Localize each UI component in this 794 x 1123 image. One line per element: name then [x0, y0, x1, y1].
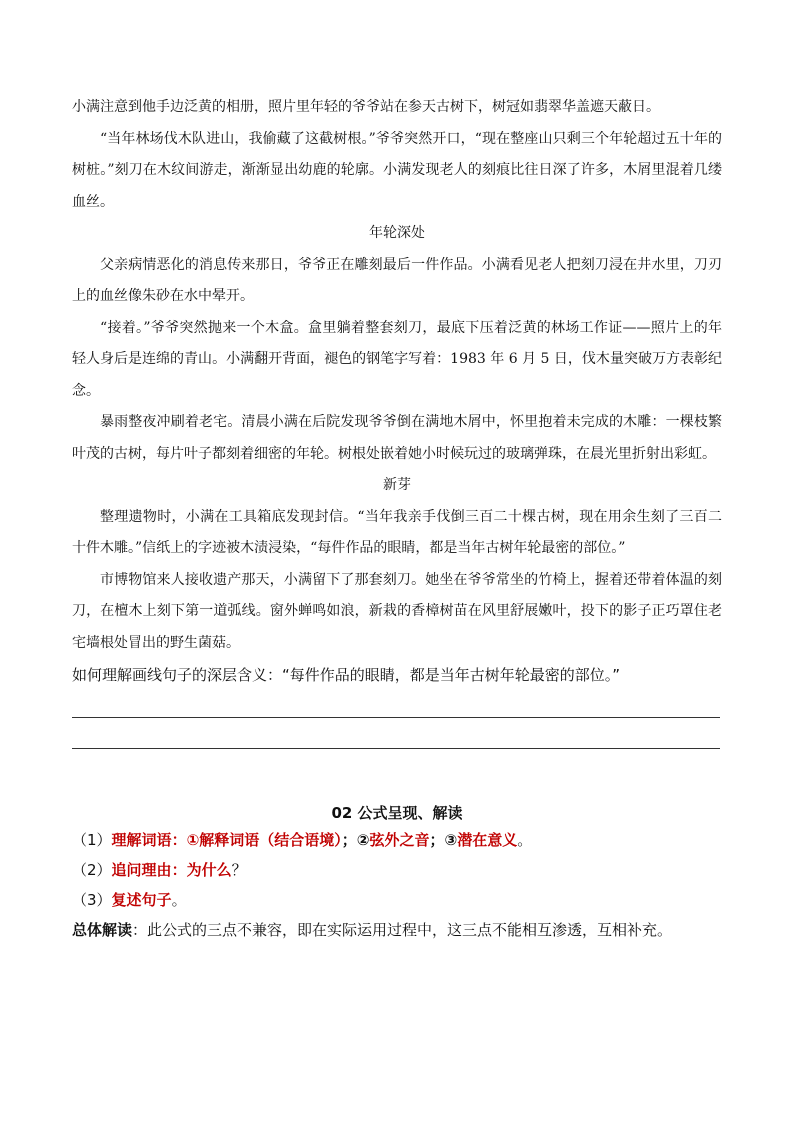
formula-number-1: （1）: [72, 831, 112, 849]
story-subheading-1: 年轮深处: [369, 225, 425, 241]
formula-key-ask-reason: 追问理由: [111, 861, 172, 879]
formula-punct: ：: [171, 861, 187, 879]
answer-line-1[interactable]: [72, 687, 720, 718]
formula-punct: 。: [171, 891, 187, 909]
story-subheading-2: 新芽: [383, 477, 411, 493]
summary-label: 总体解读: [72, 921, 133, 939]
story-paragraph-3: 父亲病情恶化的消息传来那日，爷爷正在雕刻最后一件作品。小满看见老人把刻刀浸在井水里，刀刃上的血丝像朱砂在水中晕开。: [72, 256, 722, 304]
formula-key-restate: 复述句子: [111, 891, 172, 909]
story-paragraph-6: 整理遗物时，小满在工具箱底发现封信。“当年我亲手伐倒三百二十棵古树，现在用余生刻了三百二十件木雕。”信纸上的字迹被木渍浸染，“每件作品的眼睛，都是当年古树年轮最密的部位。”: [72, 508, 722, 556]
formula-line-3: [72, 885, 722, 915]
document-page: [72, 92, 722, 945]
story-paragraph-2: “当年林场伐木队进山，我偷藏了这截树根。”爷爷突然开口，“现在整座山只剩三个年轮超过五十年的树桩。”刻刀在木纹间游走，渐渐显出幼鹿的轮廓。小满发现老人的刻痕比往日深了许多，木屑里混着几缕血丝。: [72, 130, 722, 210]
question-prompt: 如何理解画线句子的深层含义：“每件作品的眼睛，都是当年古树年轮最密的部位。”: [72, 666, 621, 684]
story-paragraph-1: 小满注意到他手边泛黄的相册，照片里年轻的爷爷站在参天古树下，树冠如翡翠华盖遮天蔽日。: [72, 99, 660, 115]
story-text: [72, 92, 722, 659]
formula-line-1: [72, 825, 722, 855]
story-paragraph-5: 暴雨整夜冲刷着老宅。清晨小满在后院发现爷爷倒在满地木屑中，怀里抱着未完成的木雕：一棵枝繁叶茂的古树，每片叶子都刻着细密的年轮。树根处嵌着她小时候玩过的玻璃弹珠，在晨光里折射出彩虹。: [72, 414, 722, 462]
formula-punct: ；③: [429, 831, 458, 849]
formula-explain-words: 解释词语（结合语境）: [199, 831, 342, 849]
section-title: 02 公式呈现、解读: [331, 804, 463, 822]
formula-number-3: （3）: [72, 891, 112, 909]
formula-number-2: （2）: [72, 861, 112, 879]
formula-key-understand-words: 理解词语: [111, 831, 172, 849]
summary-line: [72, 915, 722, 945]
formula-subtext: 弦外之音: [369, 831, 430, 849]
story-paragraph-4: “接着。”爷爷突然抛来一个木盒。盒里躺着整套刻刀，最底下压着泛黄的林场工作证——照片上的年轻人身后是连绵的青山。小满翻开背面，褪色的钢笔字写着：1983 年 6 月 5 日，伐木量突破万方表彰纪念。: [72, 319, 722, 399]
answer-line-2[interactable]: [72, 718, 720, 749]
formula-punct: ？: [231, 861, 247, 879]
formula-punct: 。: [517, 831, 533, 849]
summary-text: ：此公式的三点不兼容，即在实际运用过程中，这三点不能相互渗透，互相补充。: [132, 921, 673, 939]
formula-punct: ：①: [171, 831, 200, 849]
formula-line-2: [72, 855, 722, 885]
formula-potential-meaning: 潜在意义: [457, 831, 518, 849]
formula-why: 为什么: [186, 861, 232, 879]
story-paragraph-7: 市博物馆来人接收遗产那天，小满留下了那套刻刀。她坐在爷爷常坐的竹椅上，握着还带着体温的刻刀，在檀木上刻下第一道弧线。窗外蝉鸣如浪，新栽的香樟树苗在风里舒展嫩叶，投下的影子正巧罩住老宅墙根处冒出的野生菌菇。: [72, 571, 722, 651]
formula-punct: ；②: [341, 831, 370, 849]
